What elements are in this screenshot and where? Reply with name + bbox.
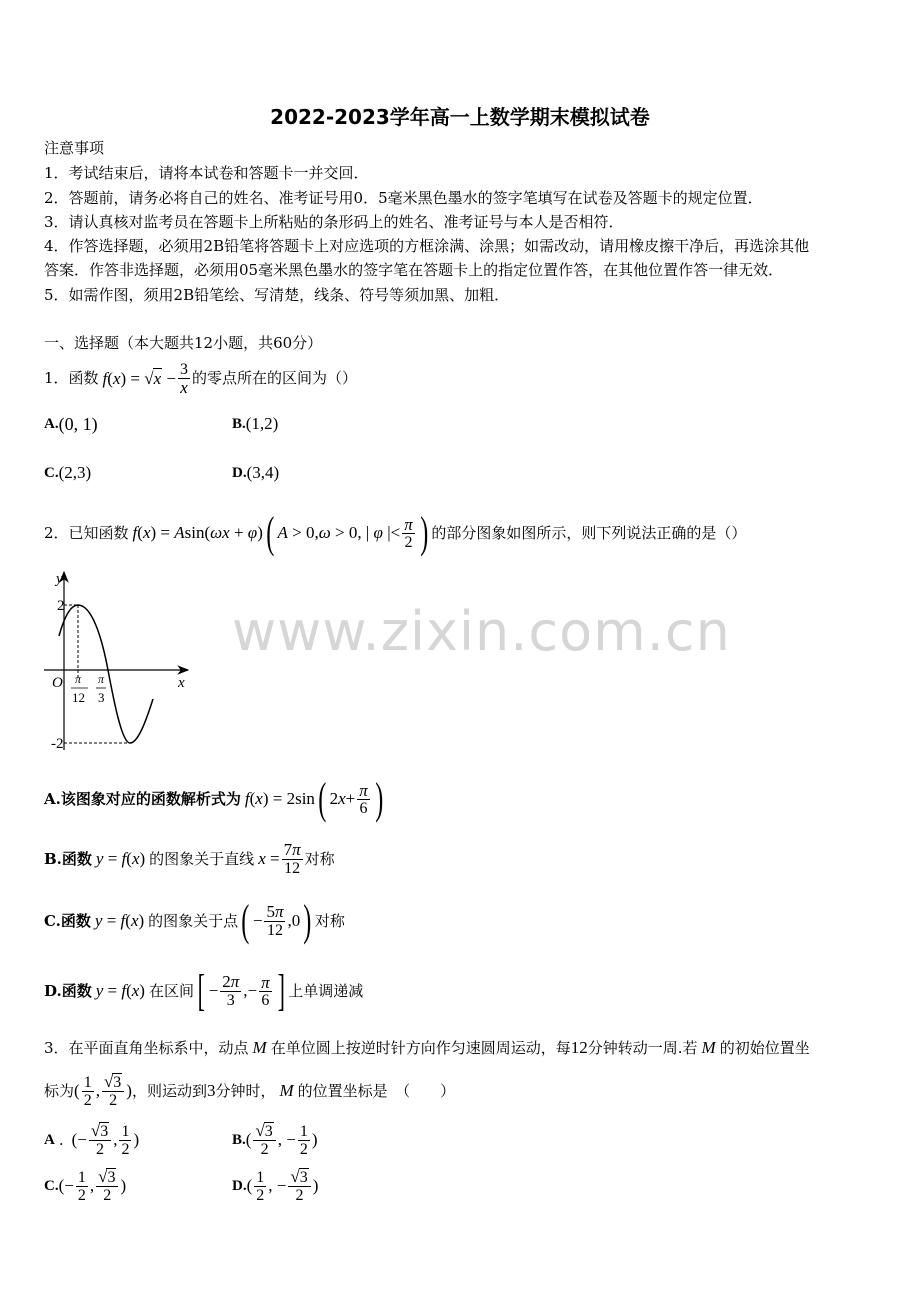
q2-option-d: D.函数 y = f(x) 在区间 [ − $\frac{2\pi}{3}$ ,− $\frac{\pi}{6}$ ] 上单调递减 [44, 966, 364, 1015]
tick1-den: 12 [72, 690, 85, 705]
q3-option-a: A . (− $\frac{√3}{2}$ , $\frac{1}{2}$ ) [44, 1121, 140, 1158]
q2-conditions: A > 0,ω > 0, | φ |< [277, 523, 401, 542]
section-heading: 一、选择题（本大题共12小题，共60分） [44, 334, 323, 352]
notice-item: 答案．作答非选择题，必须用05毫米黑色墨水的签字笔在答题卡上的指定位置作答，在其他位置作答一律无效． [44, 261, 784, 279]
q1-suffix: 的零点所在的区间为（） [192, 369, 358, 387]
q2-option-b: B.函数 y = f(x) 的图象关于直线 x = $\frac{7\pi}{12}$ 对称 [44, 840, 335, 877]
question-1 [44, 356, 357, 400]
sine-graph [40, 566, 200, 756]
q2-suffix: 的部分图象如图所示，则下列说法正确的是（） [431, 524, 747, 542]
q2-formula: f(x) = Asin(ωx + φ) [132, 523, 263, 542]
sine-curve [59, 605, 153, 743]
tick1-num: π [75, 672, 82, 686]
q3-option-b: B. ( $\frac{√3}{2}$ , − $\frac{1}{2}$ ) [232, 1121, 318, 1158]
notice-item: 1．考试结束后，请将本试卷和答题卡一并交回． [44, 164, 369, 182]
q2-cond-fraction: $\frac{\pi}{2}$ [404, 514, 413, 551]
q3-option-c: C. (− $\frac{1}{2}$ , $\frac{√3}{2}$ ) [44, 1167, 127, 1204]
q1-fraction: $\frac{3}{x}$ [180, 360, 188, 397]
page-title: 2022-2023学年高一上数学期末模拟试卷 [270, 105, 650, 129]
tick2-den: 3 [98, 690, 105, 705]
watermark: www.zixin.com.cn [232, 600, 731, 663]
y-top-label: 2 [57, 598, 65, 614]
origin-label: O [52, 675, 63, 691]
q1-formula: f(x) = √x − [102, 368, 176, 388]
q2-option-a: A.该图象对应的函数解析式为 f(x) = 2sin ( 2 x + $\frac{\pi}{6}$ ) [44, 774, 384, 823]
q3-option-d: D. ( $\frac{1}{2}$ , − $\frac{√3}{2}$ ) [232, 1167, 319, 1204]
notice-item: 4．作答选择题，必须用2B铅笔将答题卡上对应选项的方框涂满、涂黑；如需改动，请用橡皮擦干净后，再选涂其他 [44, 237, 810, 255]
q1-prefix: 1．函数 [44, 369, 99, 387]
q2-prefix: 2．已知函数 [44, 524, 129, 542]
y-bottom-label: -2 [51, 736, 64, 752]
y-label: y [56, 571, 63, 587]
notice-item: 2．答题前，请务必将自己的姓名、准考证号用0．5毫米黑色墨水的签字笔填写在试卷及答题卡的规定位置． [44, 189, 763, 207]
question-3-line2: 标为 ( $\frac{1}{2}$ , $\frac{√3}{2}$ ) ，则运动到 3 分钟时， M 的位置坐标是 （ ） [44, 1072, 456, 1109]
q1-option-d: D. (3,4) [232, 463, 280, 482]
question-2: 2．已知函数 f(x) = Asin(ωx + φ) ( A > 0,ω > 0, | φ |< $\frac{\pi}{2}$ ) 的部分图象如图所示，则下列说法正确的是（） [44, 508, 747, 557]
tick2-num: π [98, 672, 105, 686]
notice-item: 5．如需作图，须用2B铅笔绘、写清楚，线条、符号等须加黑、加粗． [44, 286, 510, 304]
x-label: x [178, 675, 185, 691]
question-3-line1: 3．在平面直角坐标系中，动点 M 在单位圆上按逆时针方向作匀速圆周运动，每 12 分钟转动一周.若 M 的初始位置坐 [44, 1038, 810, 1057]
q2-option-c: C.函数 y = f(x) 的图象关于点 ( − $\frac{5\pi}{12}$ ,0 ) 对称 [44, 896, 345, 945]
q1-option-a: A. (0, 1) [44, 414, 98, 434]
notice-item: 3．请认真核对监考员在答题卡上所粘贴的条形码上的姓名、准考证号与本人是否相符． [44, 213, 624, 231]
notice-heading: 注意事项 [44, 139, 105, 157]
q1-option-b: B. (1,2) [232, 414, 279, 433]
q1-option-c: C. (2,3) [44, 463, 92, 482]
